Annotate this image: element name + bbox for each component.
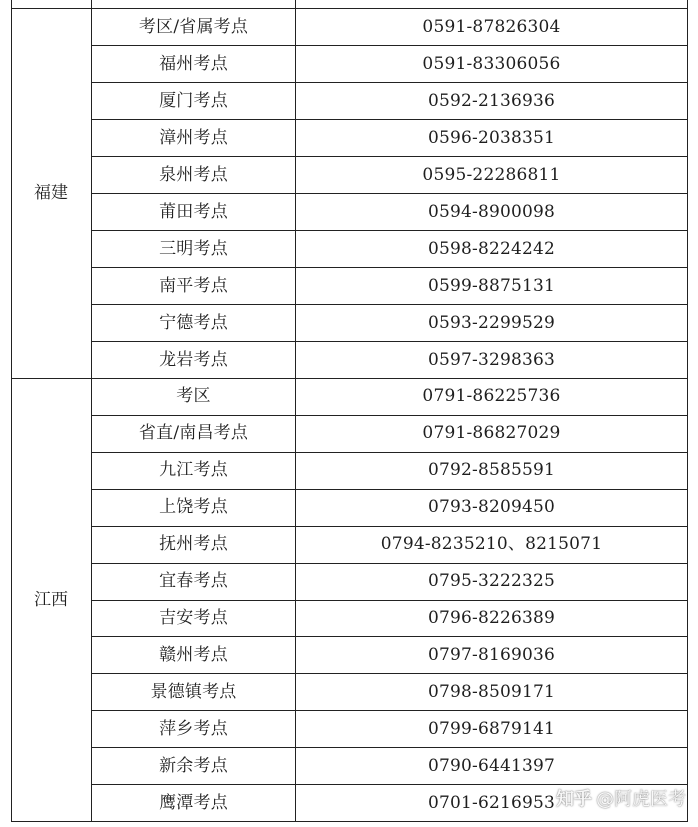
phone-number: 0591-83306056 [422, 53, 561, 74]
phone-number: 0794-8235210、8215071 [380, 534, 603, 555]
exam-site-name: 宜春考点 [159, 571, 228, 592]
phone-number: 0799-6879141 [427, 718, 556, 739]
row-separator [91, 82, 688, 83]
zhihu-watermark [556, 786, 686, 810]
exam-site-name: 漳州考点 [159, 127, 228, 148]
province-label: 福建 [34, 183, 68, 203]
exam-site-name: 宁德考点 [159, 312, 228, 333]
table-border-left [11, 0, 12, 821]
exam-site-name: 萍乡考点 [159, 718, 228, 739]
phone-number: 0595-22286811 [422, 164, 561, 185]
phone-number: 0592-2136936 [427, 90, 556, 111]
group-separator [11, 8, 688, 9]
row-separator [91, 341, 688, 342]
exam-site-name: 龙岩考点 [159, 349, 228, 370]
row-separator [91, 636, 688, 637]
row-separator [91, 230, 688, 231]
table-border-right [687, 0, 688, 821]
exam-site-name: 南平考点 [159, 275, 228, 296]
exam-site-name: 莆田考点 [159, 201, 228, 222]
row-separator [91, 673, 688, 674]
group-separator [11, 378, 688, 379]
phone-number: 0591-87826304 [422, 16, 561, 37]
phone-number: 0598-8224242 [427, 238, 556, 259]
phone-number: 0593-2299529 [427, 312, 556, 333]
exam-site-name: 景德镇考点 [150, 681, 237, 702]
phone-number: 0797-8169036 [427, 644, 556, 665]
phone-number: 0599-8875131 [427, 275, 556, 296]
exam-site-name: 新余考点 [159, 755, 228, 776]
exam-site-name: 三明考点 [159, 238, 228, 259]
row-separator [91, 156, 688, 157]
phone-number: 0798-8509171 [427, 681, 556, 702]
phone-number: 0597-3298363 [427, 349, 556, 370]
zhihu-logo: 知乎 [556, 789, 592, 810]
exam-site-name: 考区 [176, 386, 211, 407]
row-separator [91, 563, 688, 564]
phone-number: 0790-6441397 [427, 755, 556, 776]
phone-number: 0795-3222325 [427, 571, 556, 592]
exam-site-name: 厦门考点 [159, 90, 228, 111]
exam-site-name: 考区/省属考点 [138, 16, 249, 37]
phone-number: 0791-86225736 [422, 386, 561, 407]
row-separator [91, 452, 688, 453]
row-separator [91, 193, 688, 194]
row-separator [91, 415, 688, 416]
exam-site-name: 九江考点 [159, 460, 228, 481]
province-label: 江西 [34, 589, 68, 610]
row-separator [91, 304, 688, 305]
row-separator [91, 119, 688, 120]
exam-site-name: 省直/南昌考点 [138, 423, 249, 444]
row-separator [91, 600, 688, 601]
phone-number: 0594-8900098 [427, 201, 556, 222]
phone-number: 0792-8585591 [427, 460, 556, 481]
phone-number: 0701-6216953 [427, 792, 556, 813]
watermark-handle: @阿虎医考 [596, 789, 686, 810]
row-separator [91, 45, 688, 46]
exam-site-name: 泉州考点 [159, 164, 228, 185]
exam-site-name: 鹰潭考点 [159, 792, 228, 813]
exam-site-name: 上饶考点 [159, 497, 228, 518]
row-separator [91, 267, 688, 268]
phone-number: 0791-86827029 [422, 423, 561, 444]
row-separator [91, 526, 688, 527]
exam-site-name: 福州考点 [159, 53, 228, 74]
phone-number: 0596-2038351 [427, 127, 556, 148]
table-border-bottom [11, 821, 688, 822]
phone-number: 0793-8209450 [427, 497, 556, 518]
row-separator [91, 489, 688, 490]
phone-number: 0796-8226389 [427, 607, 556, 628]
row-separator [91, 747, 688, 748]
exam-site-name: 吉安考点 [159, 607, 228, 628]
row-separator [91, 710, 688, 711]
exam-site-name: 抚州考点 [159, 534, 228, 555]
exam-site-name: 赣州考点 [159, 644, 228, 665]
